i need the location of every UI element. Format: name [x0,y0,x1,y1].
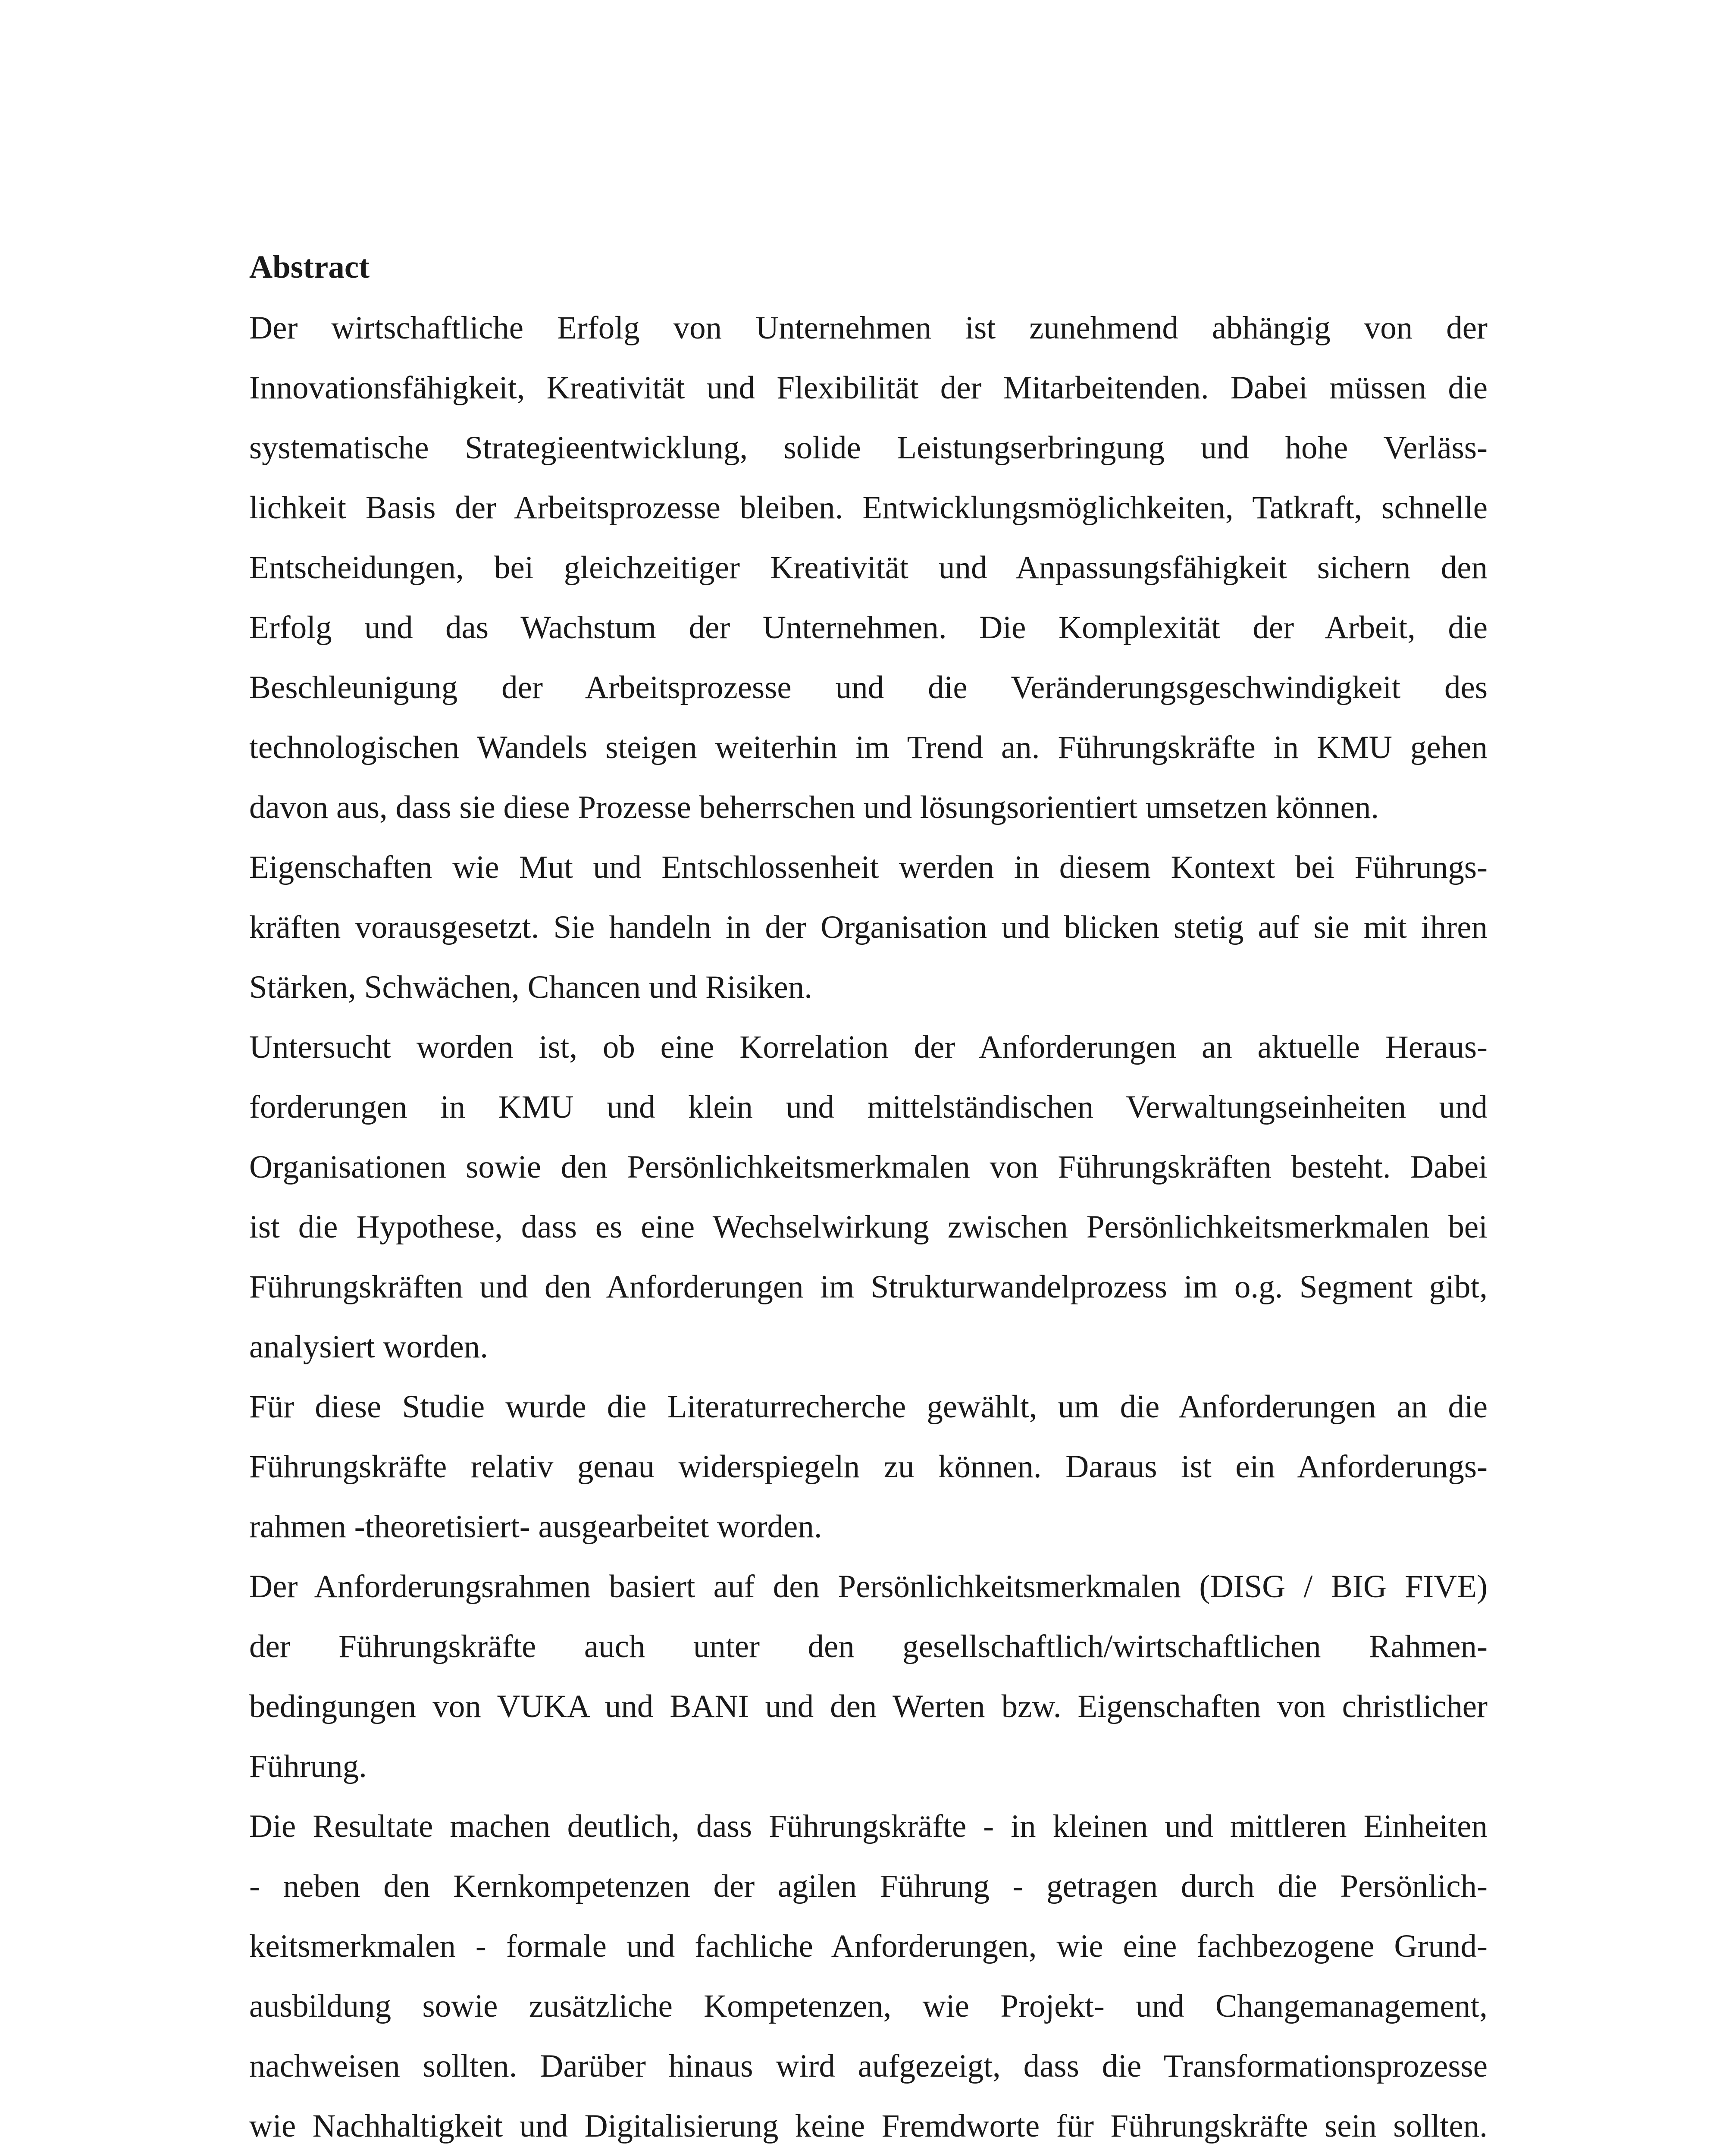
text-line: Eigenschaften wie Mut und Entschlossenheit werden in diesem Kontext bei Führungs- [249,849,1488,885]
text-line: Untersucht worden ist, ob eine Korrelation der Anforderungen an aktuelle Heraus- [249,1029,1488,1065]
text-line: Der wirtschaftliche Erfolg von Unternehmen ist zunehmend abhängig von der [249,310,1488,346]
text-line: ausbildung sowie zusätzliche Kompetenzen, wie Projekt- und Changemanagement, [249,1988,1488,2024]
text-line: systematische Strategieentwicklung, solide Leistungserbringung und hohe Verläss- [249,430,1488,466]
text-line: Führung. [249,1749,367,1784]
text-line: rahmen -theoretisiert- ausgearbeitet worden. [249,1509,822,1545]
text-line: keitsmerkmalen - formale und fachliche Anforderungen, wie eine fachbezogene Grund- [249,1928,1488,1964]
text-line: forderungen in KMU und klein und mittelständischen Verwaltungseinheiten und [249,1089,1488,1125]
text-line: ist die Hypothese, dass es eine Wechselwirkung zwischen Persönlichkeitsmerkmalen bei [249,1209,1488,1245]
text-line: analysiert worden. [249,1329,488,1365]
text-line: kräften vorausgesetzt. Sie handeln in der Organisation und blicken stetig auf sie mit ihren [249,909,1488,945]
text-line: wie Nachhaltigkeit und Digitalisierung keine Fremdworte für Führungskräfte sein sollten. [249,2108,1488,2144]
text-line: - neben den Kernkompetenzen der agilen Führung - getragen durch die Persönlich- [249,1868,1488,1904]
text-line: Entscheidungen, bei gleichzeitiger Kreativität und Anpassungsfähigkeit sichern den [249,550,1488,586]
text-line: technologischen Wandels steigen weiterhin im Trend an. Führungskräfte in KMU gehen [249,730,1488,765]
text-line: Führungskräfte relativ genau widerspiegeln zu können. Daraus ist ein Anforderungs- [249,1449,1488,1485]
text-line: lichkeit Basis der Arbeitsprozesse bleiben. Entwicklungsmöglichkeiten, Tatkraft, schnelle [249,490,1488,526]
text-line: nachweisen sollten. Darüber hinaus wird aufgezeigt, dass die Transformationsprozesse [249,2048,1488,2084]
text-line: Stärken, Schwächen, Chancen und Risiken. [249,969,812,1005]
text-line: Organisationen sowie den Persönlichkeitsmerkmalen von Führungskräften besteht. Dabei [249,1149,1488,1185]
text-line: Der Anforderungsrahmen basiert auf den Persönlichkeitsmerkmalen (DISG / BIG FIVE) [249,1569,1488,1604]
text-line: bedingungen von VUKA und BANI und den Werten bzw. Eigenschaften von christlicher [249,1689,1488,1724]
text-line: der Führungskräfte auch unter den gesellschaftlich/wirtschaftlichen Rahmen- [249,1629,1488,1664]
text-line: Erfolg und das Wachstum der Unternehmen. Die Komplexität der Arbeit, die [249,610,1488,646]
text-line: Für diese Studie wurde die Literaturrecherche gewählt, um die Anforderungen an die [249,1389,1488,1425]
text-line: Innovationsfähigkeit, Kreativität und Flexibilität der Mitarbeitenden. Dabei müssen die [249,370,1488,406]
text-line: Führungskräften und den Anforderungen im Strukturwandelprozess im o.g. Segment gibt, [249,1269,1488,1305]
text-line: Die Resultate machen deutlich, dass Führungskräfte - in kleinen und mittleren Einheiten [249,1808,1488,1844]
abstract-heading: Abstract [249,249,370,285]
text-line: davon aus, dass sie diese Prozesse beherrschen und lösungsorientiert umsetzen können. [249,790,1379,825]
text-line: Beschleunigung der Arbeitsprozesse und die Veränderungsgeschwindigkeit des [249,670,1488,705]
